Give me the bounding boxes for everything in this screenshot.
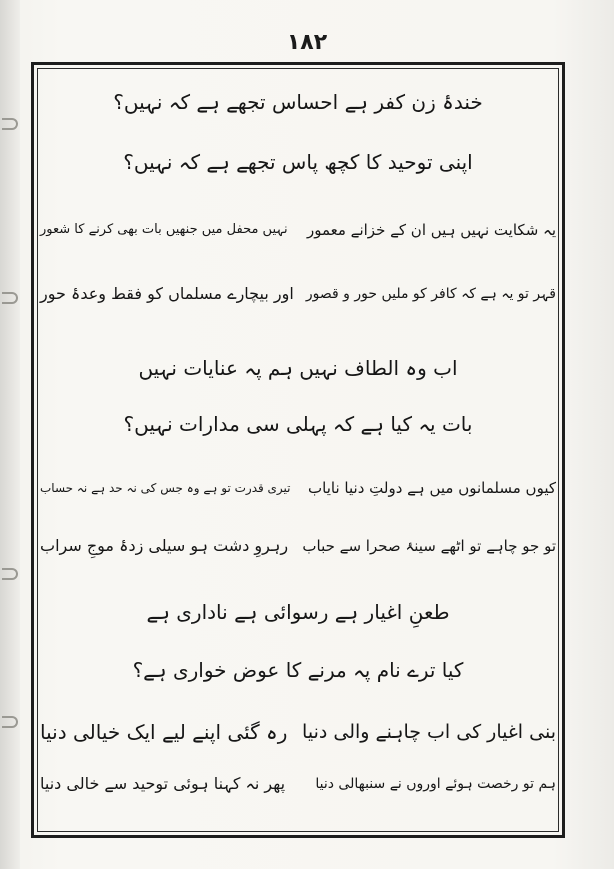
- verse-line: کیا ترے نام پہ مرنے کا عوض خواری ہے؟: [132, 658, 464, 682]
- verse-line: اب وہ الطاف نہیں ہم پہ عنایات نہیں: [138, 356, 458, 380]
- verse-line-second-half: اور بیچارے مسلماں کو فقط وعدۂ حور: [40, 284, 294, 303]
- verse-line: اپنی توحید کا کچھ پاس تجھے ہے کہ نہیں؟: [123, 150, 473, 174]
- verse-line-first-half: یہ شکایت نہیں ہیں ان کے خزانے معمور: [306, 221, 556, 239]
- verse-line: طعنِ اغیار ہے رسوائی ہے ناداری ہے: [146, 600, 450, 624]
- verse-line-second-half: رہ گئی اپنے لیے ایک خیالی دنیا: [40, 720, 288, 744]
- verse-line-first-half: کیوں مسلمانوں میں ہے دولتِ دنیا نایاب: [308, 479, 556, 497]
- page-number: ۱۸۲: [286, 30, 328, 55]
- binding-stitch: [2, 292, 18, 304]
- poem-body: [40, 70, 556, 830]
- verse-line: بات یہ کیا ہے کہ پہلی سی مدارات نہیں؟: [123, 412, 473, 436]
- verse-line-first-half: تو جو چاہے تو اٹھے سینۂ صحرا سے حباب: [302, 537, 556, 555]
- verse-line-first-half: قہر تو یہ ہے کہ کافر کو ملیں حور و قصور: [305, 286, 556, 302]
- verse-line-second-half: نہیں محفل میں جنھیں بات بھی کرنے کا شعور: [40, 222, 288, 237]
- verse-line-second-half: تیری قدرت تو ہے وہ جس کی نہ حد ہے نہ حساب: [40, 481, 291, 495]
- binding-stitch: [2, 716, 18, 728]
- verse-line: خندۂ زن کفر ہے احساس تجھے ہے کہ نہیں؟: [113, 90, 483, 114]
- verse-line-first-half: بنی اغیار کی اب چاہنے والی دنیا: [302, 721, 556, 743]
- page-binding-edge: [0, 0, 20, 869]
- binding-stitch: [2, 568, 18, 580]
- binding-stitch: [2, 118, 18, 130]
- verse-line-first-half: ہم تو رخصت ہوئے اوروں نے سنبھالی دنیا: [315, 776, 556, 792]
- verse-line-second-half: رہروِ دشت ہو سیلی زدۂ موجِ سراب: [40, 536, 289, 555]
- verse-line-second-half: پھر نہ کہنا ہوئی توحید سے خالی دنیا: [40, 774, 286, 793]
